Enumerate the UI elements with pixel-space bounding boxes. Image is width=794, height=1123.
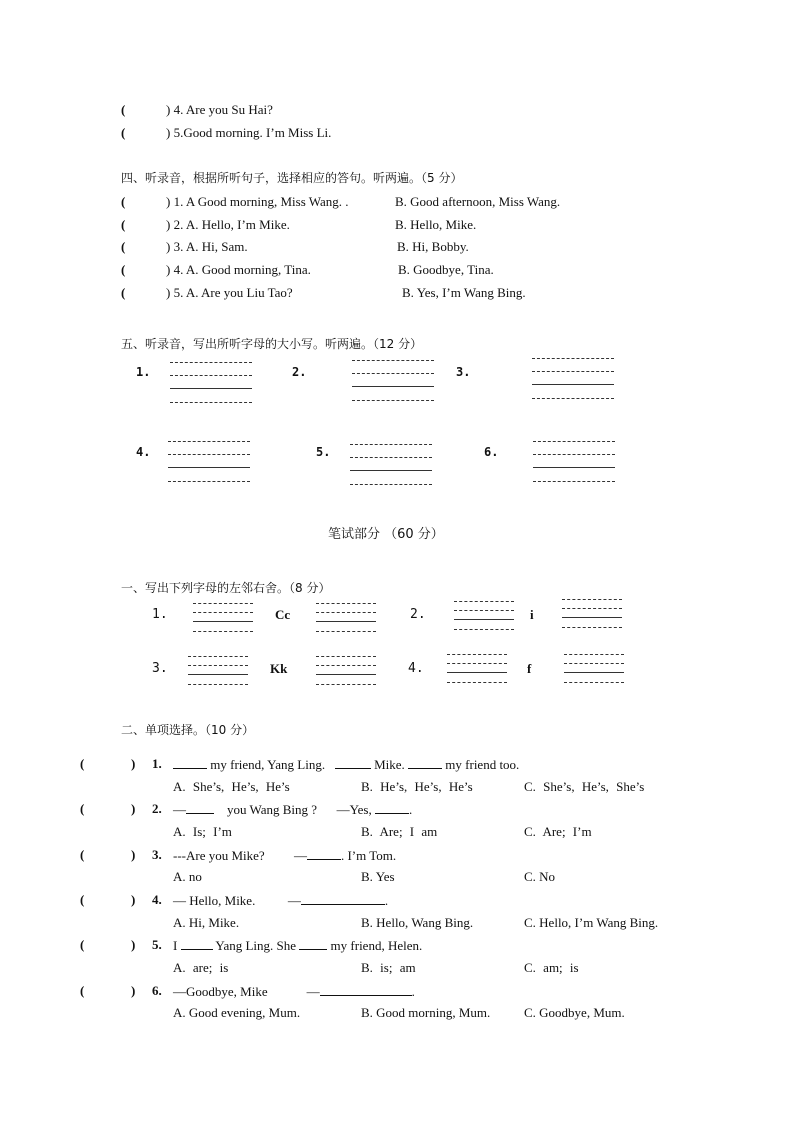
answer-paren-close: ) xyxy=(131,756,136,771)
choice-a xyxy=(166,262,311,278)
answer-paren-close: ) xyxy=(166,285,171,300)
item-number: 3. xyxy=(456,365,471,379)
answer-paren-close: ) xyxy=(131,937,136,952)
option-a: A. Good evening, Mum. xyxy=(173,1005,301,1020)
choice-a xyxy=(166,239,248,255)
writing-grid[interactable] xyxy=(350,444,432,488)
answer-paren-open: ( xyxy=(121,125,126,140)
answer-paren-open: ( xyxy=(121,239,126,254)
writing-grid[interactable] xyxy=(533,441,615,485)
choice-b: B. Yes, I’m Wang Bing. xyxy=(402,285,526,300)
choice-a-text: 4. A. Good morning, Tina. xyxy=(173,262,311,277)
question-part: . xyxy=(409,802,413,817)
item-number: 4. xyxy=(136,445,151,459)
question-text xyxy=(173,847,396,864)
option-a: A. She’s, He’s, He’s xyxy=(173,779,290,794)
writing-grid[interactable] xyxy=(170,362,252,406)
answer-paren-close: ) xyxy=(131,801,136,816)
writing-grid-left[interactable] xyxy=(188,656,248,686)
option-c: C. Are; I’m xyxy=(524,824,592,839)
question-part: . I’m Tom. xyxy=(340,848,397,863)
letter-prompt: Cc xyxy=(275,607,291,622)
question-text xyxy=(173,937,422,954)
choice-b: B. Goodbye, Tina. xyxy=(398,262,494,277)
answer-paren-close: ) xyxy=(166,217,171,232)
question-part: — xyxy=(293,848,307,863)
question-text xyxy=(173,892,388,909)
answer-blank[interactable] xyxy=(307,847,341,860)
question-part: — Hello, Mike. xyxy=(173,893,256,908)
choice-a xyxy=(166,217,290,233)
answer-paren-close: ) xyxy=(166,102,171,117)
question-line xyxy=(166,102,273,118)
item-number: 1. xyxy=(152,607,168,622)
writing-grid-left[interactable] xyxy=(193,603,253,633)
answer-blank[interactable] xyxy=(186,801,214,814)
question-number: 5. xyxy=(152,937,162,952)
item-number: 6. xyxy=(484,445,499,459)
question-text: 5.Good morning. I’m Miss Li. xyxy=(173,125,332,140)
answer-paren-open: ( xyxy=(121,194,126,209)
question-part: Yang Ling. She xyxy=(215,938,297,953)
answer-blank[interactable] xyxy=(299,937,327,950)
choice-a-text: 5. A. Are you Liu Tao? xyxy=(173,285,293,300)
answer-blank[interactable] xyxy=(181,937,213,950)
item-number: 5. xyxy=(316,445,331,459)
option-c: C. Goodbye, Mum. xyxy=(524,1005,625,1020)
answer-blank[interactable] xyxy=(375,801,409,814)
question-part: — xyxy=(287,893,301,908)
answer-paren-open: ( xyxy=(80,847,85,862)
option-c: C. She’s, He’s, She’s xyxy=(524,779,645,794)
writing-grid[interactable] xyxy=(168,441,250,485)
choice-b: B. Good afternoon, Miss Wang. xyxy=(395,194,561,209)
answer-paren-open: ( xyxy=(80,892,85,907)
question-part: my friend, Yang Ling. xyxy=(210,757,326,772)
answer-paren-open: ( xyxy=(80,937,85,952)
option-b: B. Hello, Wang Bing. xyxy=(361,915,474,930)
letter-prompt: i xyxy=(530,607,534,622)
answer-blank[interactable] xyxy=(408,756,442,769)
choice-a xyxy=(166,194,349,210)
section-title: 二、单项选择。（10 分） xyxy=(121,723,255,737)
writing-grid-right[interactable] xyxy=(564,654,624,684)
answer-paren-close: ) xyxy=(166,262,171,277)
choice-a-text: 2. A. Hello, I’m Mike. xyxy=(173,217,290,232)
question-part: —Yes, xyxy=(336,802,372,817)
question-part: I xyxy=(173,938,178,953)
section-title: 五、听录音，写出所听字母的大小写。听两遍。（12 分） xyxy=(121,337,423,351)
letter-prompt: f xyxy=(527,661,532,676)
option-a: A. Is; I’m xyxy=(173,824,232,839)
question-part: — xyxy=(173,802,186,817)
answer-paren-open: ( xyxy=(121,285,126,300)
choice-a-text: 3. A. Hi, Sam. xyxy=(173,239,248,254)
writing-grid[interactable] xyxy=(532,358,614,402)
option-a: A. no xyxy=(173,869,202,884)
section-title: 一、写出下列字母的左邻右舍。（8 分） xyxy=(121,581,331,595)
answer-paren-open: ( xyxy=(121,262,126,277)
option-b: B. Are; I am xyxy=(361,824,438,839)
answer-paren-close: ) xyxy=(131,983,136,998)
question-part: — xyxy=(306,984,320,999)
question-number: 2. xyxy=(152,801,162,816)
option-c: C. Hello, I’m Wang Bing. xyxy=(524,915,659,930)
answer-paren-close: ) xyxy=(166,194,171,209)
question-text: 4. Are you Su Hai? xyxy=(173,102,273,117)
option-c: C. am; is xyxy=(524,960,579,975)
answer-paren-open: ( xyxy=(121,102,126,117)
writing-grid-right[interactable] xyxy=(316,656,376,686)
item-number: 2. xyxy=(410,607,426,622)
answer-paren-close: ) xyxy=(166,125,171,140)
writing-grid-right[interactable] xyxy=(562,599,622,629)
option-a: A. Hi, Mike. xyxy=(173,915,240,930)
answer-paren-close: ) xyxy=(131,847,136,862)
choice-b: B. Hi, Bobby. xyxy=(397,239,469,254)
question-line xyxy=(166,125,331,141)
answer-paren-close: ) xyxy=(166,239,171,254)
writing-grid-left[interactable] xyxy=(447,654,507,684)
part-title: 笔试部分 （60 分） xyxy=(328,527,444,542)
question-text xyxy=(173,983,415,1000)
choice-a-text: 1. A Good morning, Miss Wang. . xyxy=(173,194,349,209)
writing-grid[interactable] xyxy=(352,360,434,404)
question-part: my friend too. xyxy=(445,757,520,772)
answer-paren-open: ( xyxy=(80,983,85,998)
answer-paren-open: ( xyxy=(80,801,85,816)
answer-blank[interactable] xyxy=(301,892,385,905)
choice-b: B. Hello, Mike. xyxy=(395,217,477,232)
option-b: B. is; am xyxy=(361,960,416,975)
question-number: 1. xyxy=(152,756,162,771)
item-number: 4. xyxy=(408,661,424,676)
question-part: . xyxy=(411,984,415,999)
question-part: . xyxy=(384,893,389,908)
answer-paren-open: ( xyxy=(80,756,85,771)
question-part: —Goodbye, Mike xyxy=(173,984,268,999)
answer-blank[interactable] xyxy=(173,756,207,769)
item-number: 1. xyxy=(136,365,151,379)
writing-grid-left[interactable] xyxy=(454,601,514,631)
option-b: B. He’s, He’s, He’s xyxy=(361,779,473,794)
item-number: 3. xyxy=(152,661,168,676)
question-part: Mike. xyxy=(374,757,405,772)
answer-paren-close: ) xyxy=(131,892,136,907)
answer-blank[interactable] xyxy=(320,983,412,996)
writing-grid-right[interactable] xyxy=(316,603,376,633)
question-text xyxy=(173,756,519,773)
letter-prompt: Kk xyxy=(270,661,288,676)
question-number: 6. xyxy=(152,983,162,998)
answer-blank[interactable] xyxy=(335,756,371,769)
question-part: ---Are you Mike? xyxy=(173,848,265,863)
question-part: you Wang Bing ? xyxy=(227,802,318,817)
question-part: my friend, Helen. xyxy=(330,938,423,953)
answer-paren-open: ( xyxy=(121,217,126,232)
option-b: B. Yes xyxy=(361,869,395,884)
option-b: B. Good morning, Mum. xyxy=(361,1005,491,1020)
question-text xyxy=(173,801,412,818)
choice-a xyxy=(166,285,293,301)
item-number: 2. xyxy=(292,365,307,379)
option-a: A. are; is xyxy=(173,960,229,975)
question-number: 4. xyxy=(152,892,162,907)
option-c: C. No xyxy=(524,869,556,884)
section-title: 四、听录音，根据所听句子，选择相应的答句。听两遍。（5 分） xyxy=(121,171,463,185)
question-number: 3. xyxy=(152,847,162,862)
